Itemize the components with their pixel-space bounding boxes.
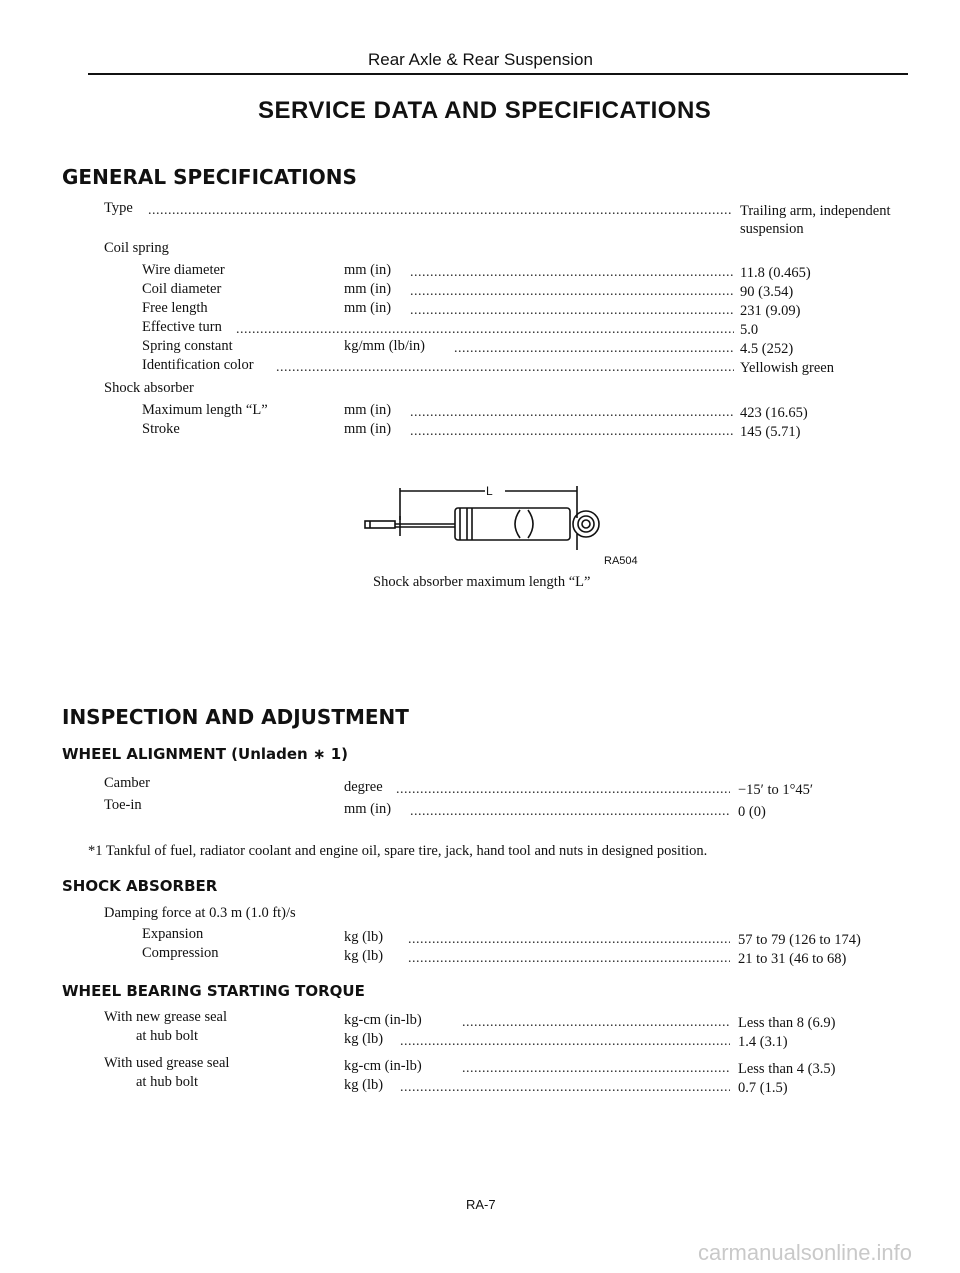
new-grease-seal-unit: kg-cm (in-lb) (344, 1012, 422, 1028)
leader-dots (462, 1061, 730, 1079)
new-grease-seal-label: With new grease seal (104, 1009, 228, 1025)
figure-code: RA504 (604, 555, 638, 567)
free-length-label: Free length (142, 300, 208, 316)
expansion-label: Expansion (142, 926, 204, 942)
page-title: SERVICE DATA AND SPECIFICATIONS (258, 97, 712, 124)
leader-dots (408, 932, 730, 950)
compression-label: Compression (142, 945, 219, 961)
header-rule (88, 73, 908, 75)
wheel-alignment-heading: WHEEL ALIGNMENT (Unladen ∗ 1) (62, 745, 349, 763)
new-hub-bolt-label: at hub bolt (136, 1028, 199, 1044)
stroke-unit: mm (in) (344, 421, 392, 437)
shock-absorber-label: Shock absorber (104, 380, 194, 396)
leader-dots (400, 1080, 730, 1098)
identification-color-value: Yellowish green (740, 360, 834, 376)
coil-diameter-label: Coil diameter (142, 281, 222, 297)
figure-caption: Shock absorber maximum length “L” (373, 574, 591, 590)
type-value-line-2: suspension (740, 221, 804, 237)
effective-turn-label: Effective turn (142, 319, 222, 335)
toe-in-unit: mm (in) (344, 801, 392, 817)
leader-dots (148, 203, 732, 221)
leader-dots (410, 284, 734, 302)
identification-color-label: Identification color (142, 357, 254, 373)
camber-value: −15′ to 1°45′ (738, 782, 814, 798)
footnote: *1 Tankful of fuel, radiator coolant and engine oil, spare tire, jack, hand tool and nuts in designed position. (88, 843, 708, 859)
leader-dots (410, 265, 734, 283)
toe-in-label: Toe-in (104, 797, 142, 813)
damping-force-label: Damping force at 0.3 m (1.0 ft)/s (104, 905, 296, 921)
running-header: Rear Axle & Rear Suspension (368, 50, 593, 69)
bearing-torque-heading: WHEEL BEARING STARTING TORQUE (62, 982, 365, 1000)
leader-dots (410, 303, 734, 321)
compression-unit: kg (lb) (344, 948, 384, 964)
new-hub-bolt-value: 1.4 (3.1) (738, 1034, 788, 1050)
used-hub-bolt-unit: kg (lb) (344, 1077, 384, 1093)
leader-dots (454, 341, 734, 359)
leader-dots (400, 1034, 730, 1052)
leader-dots (408, 951, 730, 969)
watermark: carmanualsonline.info (698, 1240, 913, 1265)
expansion-value: 57 to 79 (126 to 174) (738, 932, 861, 948)
used-grease-seal-unit: kg-cm (in-lb) (344, 1058, 422, 1074)
camber-label: Camber (104, 775, 150, 791)
used-hub-bolt-value: 0.7 (1.5) (738, 1080, 788, 1096)
page-number: RA-7 (466, 1197, 496, 1212)
free-length-unit: mm (in) (344, 300, 392, 316)
coil-diameter-unit: mm (in) (344, 281, 392, 297)
leader-dots (236, 322, 734, 340)
effective-turn-value: 5.0 (740, 322, 759, 338)
new-grease-seal-value: Less than 8 (6.9) (738, 1015, 836, 1031)
free-length-value: 231 (9.09) (740, 303, 801, 319)
leader-dots (410, 424, 734, 442)
leader-dots (396, 782, 730, 800)
maximum-length-label: Maximum length “L” (142, 402, 268, 418)
spring-constant-label: Spring constant (142, 338, 233, 354)
leader-dots (276, 360, 734, 378)
maximum-length-unit: mm (in) (344, 402, 392, 418)
shock-absorber-heading: SHOCK ABSORBER (62, 877, 218, 895)
wire-diameter-label: Wire diameter (142, 262, 225, 278)
coil-diameter-value: 90 (3.54) (740, 284, 794, 300)
stroke-label: Stroke (142, 421, 180, 437)
camber-unit: degree (344, 779, 383, 795)
leader-dots (410, 804, 730, 822)
coil-spring-label: Coil spring (104, 240, 169, 256)
general-specifications-heading: GENERAL SPECIFICATIONS (62, 165, 357, 189)
stroke-value: 145 (5.71) (740, 424, 801, 440)
compression-value: 21 to 31 (46 to 68) (738, 951, 847, 967)
wire-diameter-unit: mm (in) (344, 262, 392, 278)
expansion-unit: kg (lb) (344, 929, 384, 945)
used-grease-seal-value: Less than 4 (3.5) (738, 1061, 836, 1077)
dimension-label-l: L (486, 484, 493, 498)
used-hub-bolt-label: at hub bolt (136, 1074, 199, 1090)
inspection-heading: INSPECTION AND ADJUSTMENT (62, 705, 409, 729)
wire-diameter-value: 11.8 (0.465) (740, 265, 811, 281)
leader-dots (462, 1015, 730, 1033)
toe-in-value: 0 (0) (738, 804, 766, 820)
type-label: Type (104, 200, 133, 216)
maximum-length-value: 423 (16.65) (740, 405, 808, 421)
type-value-line-1: Trailing arm, independent (740, 203, 891, 219)
spring-constant-value: 4.5 (252) (740, 341, 794, 357)
spring-constant-unit: kg/mm (lb/in) (344, 338, 425, 354)
used-grease-seal-label: With used grease seal (104, 1055, 230, 1071)
new-hub-bolt-unit: kg (lb) (344, 1031, 384, 1047)
leader-dots (410, 405, 734, 423)
